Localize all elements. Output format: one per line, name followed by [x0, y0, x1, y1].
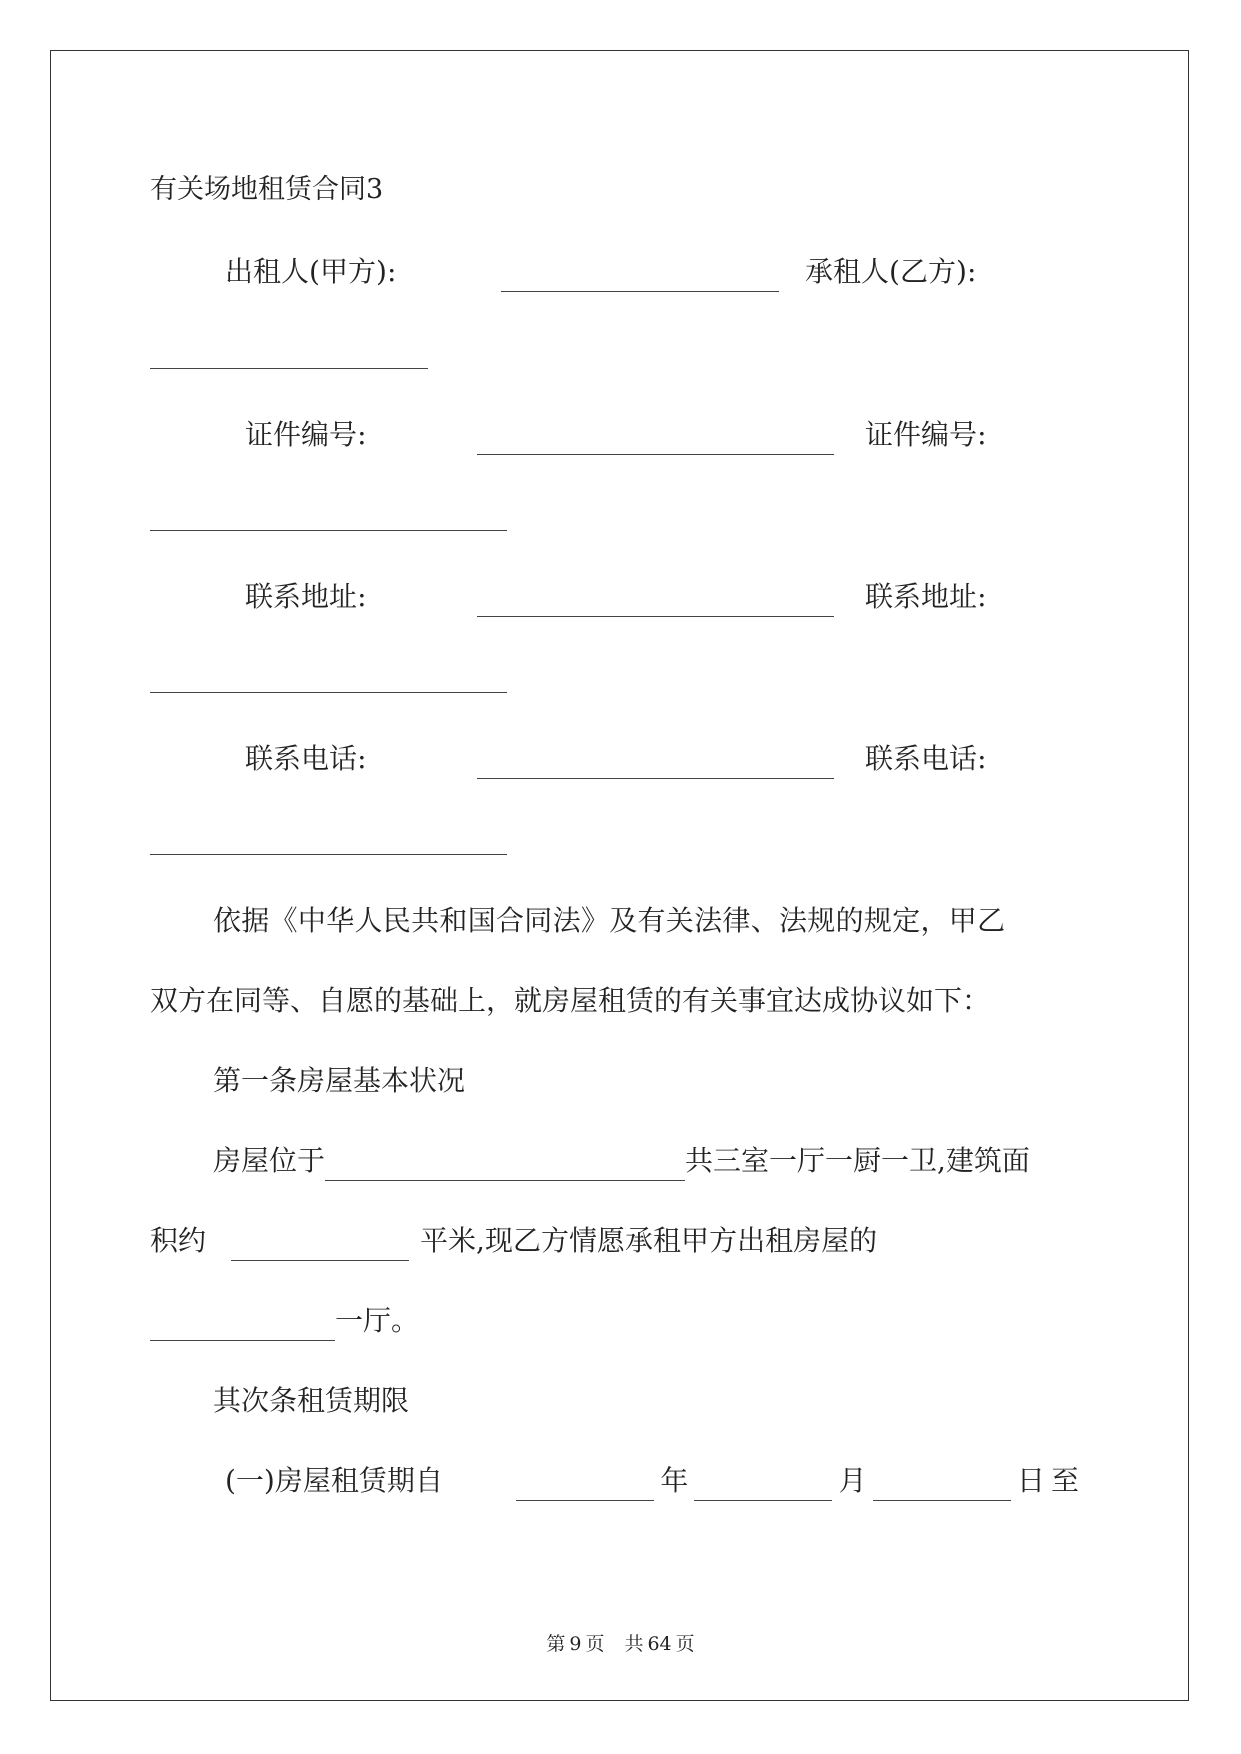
phone-label-char: 联	[865, 742, 894, 775]
phone-label-char: 电	[301, 742, 330, 775]
area-suffix-char: ,	[476, 1224, 485, 1257]
article-1-line-3	[150, 1301, 419, 1341]
area-suffix-char: 愿	[597, 1224, 626, 1257]
month-label: 月	[838, 1464, 867, 1497]
area-prefix-char: 积	[150, 1224, 179, 1257]
area-suffix-char: 甲	[681, 1224, 710, 1257]
lessor-label	[225, 252, 475, 292]
address-label-char: 系	[273, 580, 302, 613]
footer-total-suffix: 页	[675, 1633, 695, 1655]
phone-label-char: :	[357, 742, 367, 775]
lessor-address-blank[interactable]	[477, 586, 834, 617]
lessor-label-char: 人	[281, 255, 310, 288]
id-label-char: 编	[921, 418, 950, 451]
address-label-char: 联	[245, 580, 274, 613]
lessor-label-char: 方	[348, 255, 377, 288]
area-suffix-char: 的	[849, 1224, 878, 1257]
lessee-label-char: 方	[928, 255, 957, 288]
document-title: 有关场地租赁合同3	[150, 174, 384, 205]
id-label-char: 编	[301, 418, 330, 451]
lessee-label-char: :	[966, 255, 977, 288]
intro-line-1: 依据《中华人民共和国合同法》及有关法律、法规的规定，甲乙	[213, 904, 1006, 937]
year-label: 年	[660, 1464, 689, 1497]
intro-line-2: 双方在同等、自愿的基础上，就房屋租赁的有关事宜达成协议如下：	[150, 984, 991, 1017]
area-suffix-char: 平	[420, 1224, 449, 1257]
start-year-blank[interactable]	[516, 1470, 654, 1501]
lessor-blank[interactable]	[501, 261, 779, 292]
id-label-char: 证	[865, 418, 894, 451]
area-suffix-char: 方	[540, 1224, 569, 1257]
id-label-char: 号	[949, 418, 978, 451]
phone-label-char: 话	[329, 742, 358, 775]
page-border	[50, 50, 1189, 1701]
footer-total-prefix: 共	[624, 1633, 644, 1655]
lessor-label-char: 甲	[319, 255, 348, 288]
address-label-char: 址	[329, 580, 358, 613]
location-suffix: 共三室一厅一厨一卫,建筑面	[685, 1144, 1030, 1177]
area-suffix-char: 乙	[512, 1224, 541, 1257]
area-suffix-char: 屋	[821, 1224, 850, 1257]
start-day-blank[interactable]	[873, 1470, 1011, 1501]
lessee-label-char: 人	[861, 255, 890, 288]
phone-label-char: 话	[949, 742, 978, 775]
lessee-blank[interactable]	[150, 338, 428, 369]
parties-row	[225, 252, 1070, 292]
lessee-label-char: 乙	[899, 255, 928, 288]
footer-page-prefix: 第	[546, 1633, 566, 1655]
room-suffix: 一厅。	[335, 1304, 420, 1337]
area-blank[interactable]	[231, 1230, 409, 1261]
term-label-char: (一)	[225, 1464, 275, 1497]
term-label-char: 赁	[358, 1464, 387, 1497]
article-1-line-2	[150, 1221, 1085, 1261]
article-1-line-1	[213, 1141, 1083, 1181]
location-prefix: 房屋位于	[213, 1144, 326, 1177]
lessee-label-char: 租	[833, 255, 862, 288]
phone-label-char: :	[977, 742, 987, 775]
lessee-address-label	[865, 577, 1070, 617]
area-suffix-char: 米	[448, 1224, 477, 1257]
lessor-id-blank[interactable]	[477, 424, 834, 455]
lessee-label-char: 承	[805, 255, 834, 288]
phone-row	[245, 739, 1070, 779]
phone-label-char: 系	[893, 742, 922, 775]
id-label-char: :	[977, 418, 987, 451]
address-label-char: 地	[921, 580, 950, 613]
lessee-address-blank[interactable]	[150, 662, 507, 693]
id-label-char: 件	[273, 418, 302, 451]
phone-label-char: 系	[273, 742, 302, 775]
id-row	[245, 415, 1070, 455]
address-label-char: 联	[865, 580, 894, 613]
lessor-phone-blank[interactable]	[477, 748, 834, 779]
address-label-char: :	[977, 580, 987, 613]
area-suffix	[420, 1221, 1085, 1261]
area-suffix-char: 出	[737, 1224, 766, 1257]
term-label-char: 房	[274, 1464, 303, 1497]
lessee-phone-label	[865, 739, 1070, 779]
term-label-char: 租	[330, 1464, 359, 1497]
area-suffix-char: 承	[625, 1224, 654, 1257]
lessor-id-label	[245, 415, 445, 455]
term-label-char: 屋	[302, 1464, 331, 1497]
area-suffix-char: 房	[793, 1224, 822, 1257]
article-2-heading: 其次条租赁期限	[213, 1384, 410, 1417]
lessee-label	[805, 252, 1070, 292]
lessor-label-char: )	[376, 255, 387, 288]
area-prefix-char: 约	[178, 1224, 207, 1257]
address-label-char: 址	[949, 580, 978, 613]
location-blank[interactable]	[325, 1150, 685, 1181]
day-to-label: 日至	[1016, 1464, 1085, 1497]
phone-label-char: 电	[921, 742, 950, 775]
room-blank[interactable]	[150, 1310, 335, 1341]
address-label-char: 系	[893, 580, 922, 613]
area-suffix-char: 租	[653, 1224, 682, 1257]
lessee-phone-blank[interactable]	[150, 824, 507, 855]
id-label-char: 件	[893, 418, 922, 451]
area-suffix-char: 现	[484, 1224, 513, 1257]
id-label-char: 证	[245, 418, 274, 451]
lessor-label-char: :	[386, 255, 397, 288]
lessor-phone-label	[245, 739, 445, 779]
area-suffix-char: 方	[709, 1224, 738, 1257]
lessee-label-char: (	[889, 255, 900, 288]
term-label	[225, 1461, 510, 1501]
article-2-term-line	[225, 1461, 1085, 1501]
footer-total-pages: 64	[647, 1633, 672, 1655]
lessee-id-blank[interactable]	[150, 500, 507, 531]
footer-page-suffix: 页	[585, 1633, 605, 1655]
address-row	[245, 577, 1070, 617]
term-label-char: 期	[386, 1464, 415, 1497]
address-label-char: :	[357, 580, 367, 613]
article-1-heading: 第一条房屋基本状况	[213, 1064, 466, 1097]
id-label-char: :	[357, 418, 367, 451]
lessor-label-char: (	[309, 255, 320, 288]
area-suffix-char: 租	[765, 1224, 794, 1257]
lessor-address-label	[245, 577, 445, 617]
id-label-char: 号	[329, 418, 358, 451]
area-prefix	[150, 1221, 220, 1261]
phone-label-char: 联	[245, 742, 274, 775]
lessee-id-label	[865, 415, 1070, 455]
term-label-char: 自	[414, 1464, 443, 1497]
start-month-blank[interactable]	[694, 1470, 832, 1501]
footer-page-number: 9	[569, 1633, 582, 1655]
area-suffix-char: 情	[568, 1224, 597, 1257]
lessor-label-char: 租	[253, 255, 282, 288]
lessor-label-char: 出	[225, 255, 254, 288]
lessee-label-char: )	[956, 255, 967, 288]
address-label-char: 地	[301, 580, 330, 613]
page-footer	[0, 1631, 1241, 1657]
